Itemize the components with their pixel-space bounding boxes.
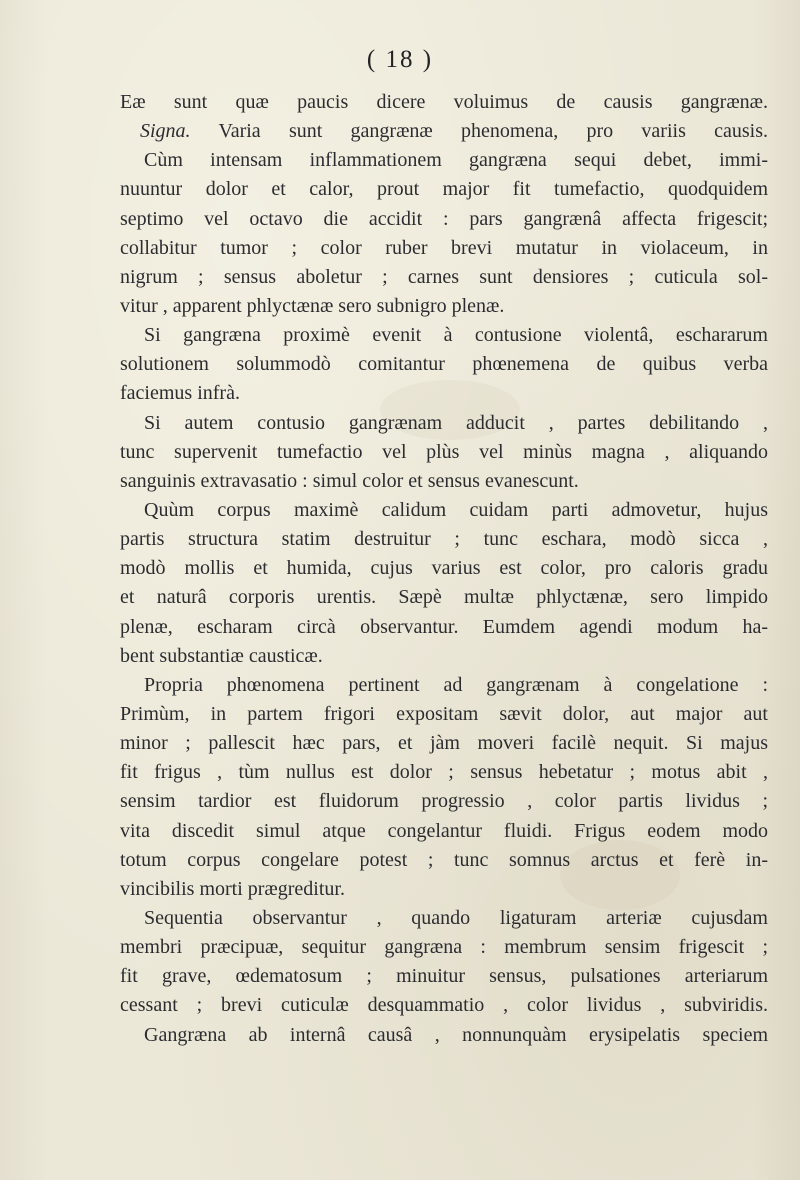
text-line: septimo vel octavo die accidit : pars gangrænâ affecta frigescit; [120, 207, 768, 230]
text-line: Sequentia observantur , quando ligaturam arteriæ cujusdam [144, 906, 768, 929]
text-line: fit grave, œdematosum ; minuitur sensus, pulsationes arteriarum [120, 965, 768, 988]
text-line: minor ; pallescit hæc pars, et jàm moveri facilè nequit. Si majus [120, 732, 768, 755]
text-line: modò mollis et humida, cujus varius est color, pro caloris gradu [120, 557, 768, 580]
text-line: Cùm intensam inflammationem gangræna sequi debet, immi- [144, 149, 768, 172]
text-line: nuuntur dolor et calor, prout major fit tumefactio, quodquidem [120, 178, 768, 201]
text-line: totum corpus congelare potest ; tunc somnus arctus et ferè in- [120, 848, 768, 871]
text-line: plenæ, escharam circà observantur. Eumdem agendi modum ha- [120, 615, 768, 638]
text-line: vita discedit simul atque congelantur fluidi. Frigus eodem modo [120, 819, 768, 842]
text-line: Quùm corpus maximè calidum cuidam parti admovetur, hujus [144, 498, 768, 521]
text-line: solutionem solummodò comitantur phœnemena de quibus verba [120, 353, 768, 376]
text-line: Primùm, in partem frigori expositam sævit dolor, aut major aut [120, 702, 768, 725]
text-line: Gangræna ab internâ causâ , nonnunquàm erysipelatis speciem [144, 1023, 768, 1046]
text-line: Si autem contusio gangrænam adducit , partes debilitando , [144, 411, 768, 434]
text-line: Propria phœnomena pertinent ad gangrænam à congelatione : [144, 673, 768, 696]
text-line: sanguinis extravasatio : simul color et sensus evanescunt. [120, 469, 579, 492]
text-line: nigrum ; sensus aboletur ; carnes sunt densiores ; cuticula sol- [120, 265, 768, 288]
text-line: faciemus infrà. [120, 382, 240, 405]
text-line [120, 117, 768, 146]
text-line: vitur , apparent phlyctænæ sero subnigro plenæ. [120, 294, 505, 317]
page-number: ( 18 ) [366, 46, 434, 73]
text-line: bent substantiæ causticæ. [120, 644, 323, 667]
text-line: et naturâ corporis urentis. Sæpè multæ phlyctænæ, sero limpido [120, 586, 768, 609]
text-line: sensim tardior est fluidorum progressio , color partis lividus ; [120, 790, 768, 813]
text-line: vincibilis morti prægreditur. [120, 877, 345, 900]
text-line: partis structura statim destruitur ; tunc eschara, modò sicca , [120, 528, 768, 551]
text-line: fit frigus , tùm nullus est dolor ; sensus hebetatur ; motus abit , [120, 761, 768, 784]
text-line: Eæ sunt quæ paucis dicere voluimus de causis gangrænæ. [120, 91, 768, 113]
text-line: tunc supervenit tumefactio vel plùs vel minùs magna , aliquando [120, 440, 768, 463]
text-line: cessant ; brevi cuticulæ desquammatio , color lividus , subviridis. [120, 994, 768, 1017]
text-line: collabitur tumor ; color ruber brevi mutatur in violaceum, in [120, 236, 768, 259]
text-line: Si gangræna proximè evenit à contusione violentâ, eschararum [144, 324, 768, 347]
text-span: Varia sunt gangrænæ phenomena, pro variis causis. [218, 120, 769, 143]
section-label: Signa. [140, 120, 191, 143]
text-line: membri præcipuæ, sequitur gangræna : membrum sensim frigescit ; [120, 936, 768, 959]
body-text [120, 88, 768, 1050]
